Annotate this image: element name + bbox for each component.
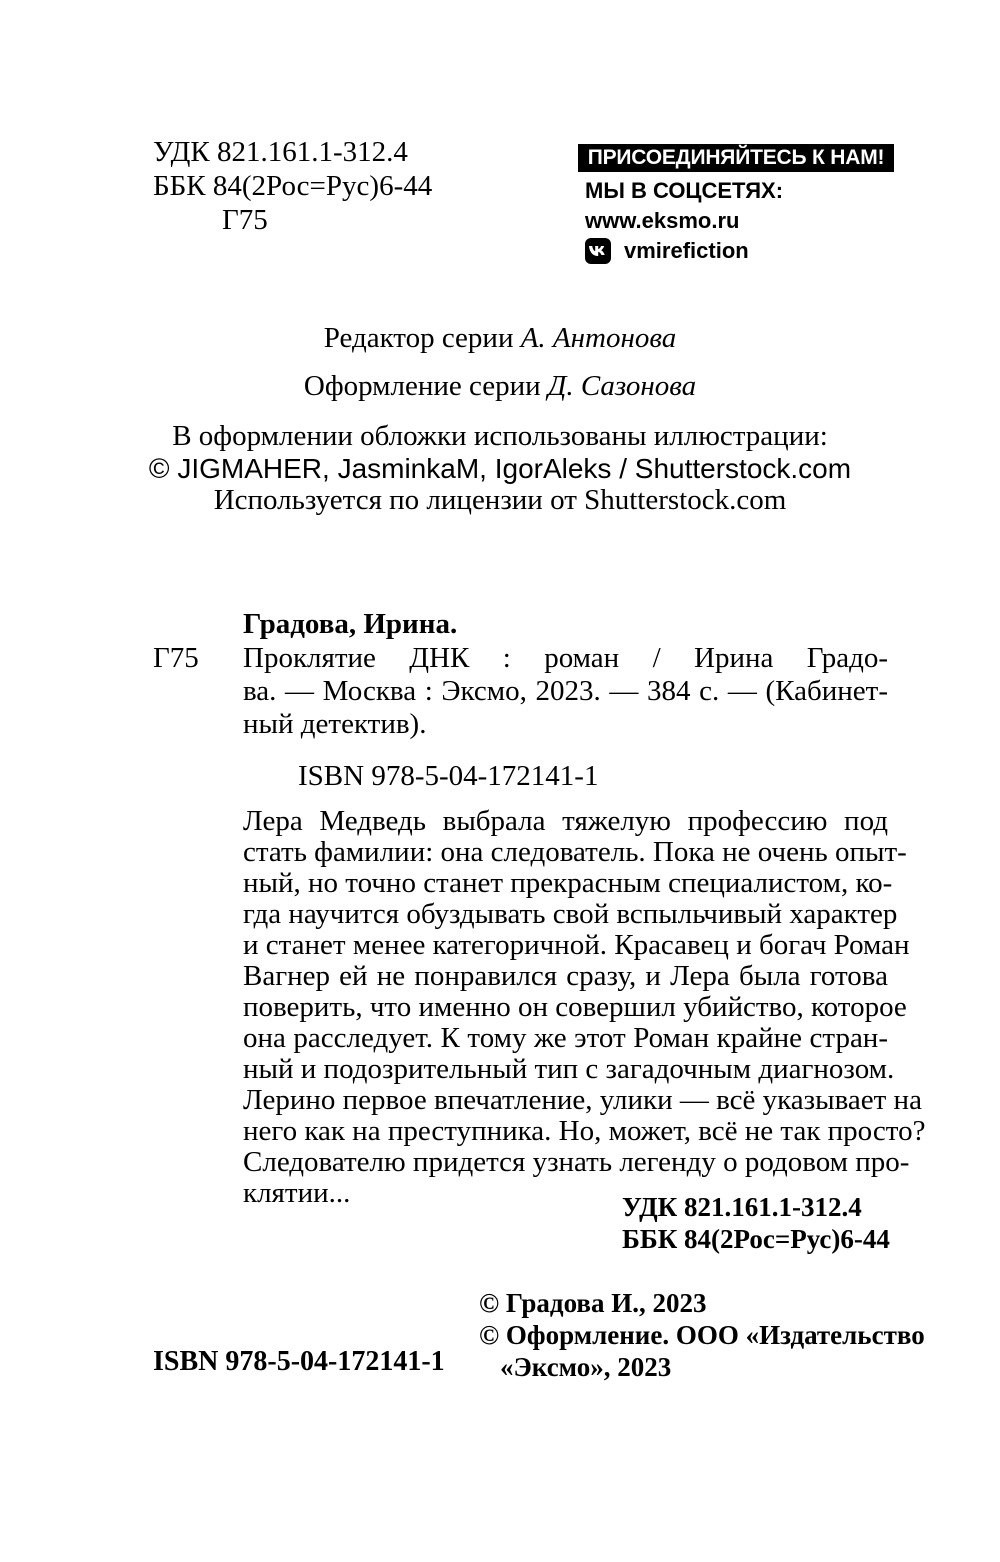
annotation-line: него как на преступника. Но, может, всё не так просто?: [243, 1115, 926, 1147]
copyright-author: © Градова И., 2023: [479, 1288, 707, 1318]
isbn-record: ISBN 978-5-04-172141-1: [298, 760, 599, 792]
vk-link[interactable]: [585, 236, 749, 266]
copyright-design-cont: «Эксмо», 2023: [500, 1352, 672, 1382]
annotation-line: Лера Медведь выбрала тяжелую профессию под: [243, 805, 888, 837]
series-design-label: Оформление серии: [303, 370, 541, 402]
series-design-line: [0, 370, 1000, 403]
join-us-banner: ПРИСОЕДИНЯЙТЕСЬ К НАМ!: [578, 144, 894, 172]
annotation-line: гда научится обуздывать свой вспыльчивый характер: [243, 898, 898, 930]
annotation-line: стать фамилии: она следователь. Пока не очень опыт-: [243, 836, 907, 868]
annotation-line: ный, но точно станет прекрасным специалистом, ко-: [243, 867, 893, 899]
illustrations-note: В оформлении обложки использованы иллюстрации:: [172, 420, 828, 452]
bbk-bottom: ББК 84(2Рос=Рус)6-44: [622, 1224, 890, 1254]
bib-line: ва. — Москва : Эксмо, 2023. — 384 с. — (Кабинет-: [243, 675, 888, 707]
annotation-line: и станет менее категоричной. Красавец и богач Роман: [243, 929, 910, 961]
website-link[interactable]: www.eksmo.ru: [585, 208, 740, 233]
udk-bottom: УДК 821.161.1-312.4: [622, 1192, 862, 1222]
annotation-line: клятии...: [243, 1177, 351, 1209]
license-note: Используется по лицензии от Shutterstock.com: [213, 484, 787, 516]
series-design-name: Д. Сазонова: [547, 370, 697, 402]
vk-handle: vmirefiction: [624, 238, 749, 263]
annotation-line: Следователю придется узнать легенду о родовом про-: [243, 1146, 910, 1178]
vk-icon: [585, 238, 611, 264]
annotation-line: ный и подозрительный тип с загадочным диагнозом.: [243, 1053, 895, 1085]
copyright-design: © Оформление. ООО «Издательство: [479, 1320, 925, 1350]
bib-line: ный детектив).: [243, 708, 427, 740]
isbn-bottom: ISBN 978-5-04-172141-1: [153, 1346, 445, 1377]
annotation-line: Лерино первое впечатление, улики — всё указывает на: [243, 1084, 922, 1116]
annotation-line: Вагнер ей не понравился сразу, и Лера была готова: [243, 960, 888, 992]
bbk-top: ББК 84(2Рос=Рус)6-44: [153, 170, 433, 202]
series-editor-name: А. Антонова: [520, 322, 677, 354]
annotation-line: она расследует. К тому же этот Роман крайне стран-: [243, 1022, 888, 1054]
author-sign-top: Г75: [222, 204, 268, 236]
udk-top: УДК 821.161.1-312.4: [153, 136, 408, 168]
series-editor-line: [0, 322, 1000, 355]
author-heading: Градова, Ирина.: [243, 608, 458, 640]
series-editor-label: Редактор серии: [323, 322, 514, 354]
annotation-line: поверить, что именно он совершил убийство, которое: [243, 991, 907, 1023]
author-sign: Г75: [153, 642, 199, 674]
bib-line: Проклятие ДНК : роман / Ирина Градо-: [243, 642, 888, 674]
illustrations-credit: © JIGMAHER, JasminkaM, IgorAleks / Shutterstock.com: [148, 453, 852, 484]
social-label: МЫ В СОЦСЕТЯХ:: [585, 178, 784, 203]
